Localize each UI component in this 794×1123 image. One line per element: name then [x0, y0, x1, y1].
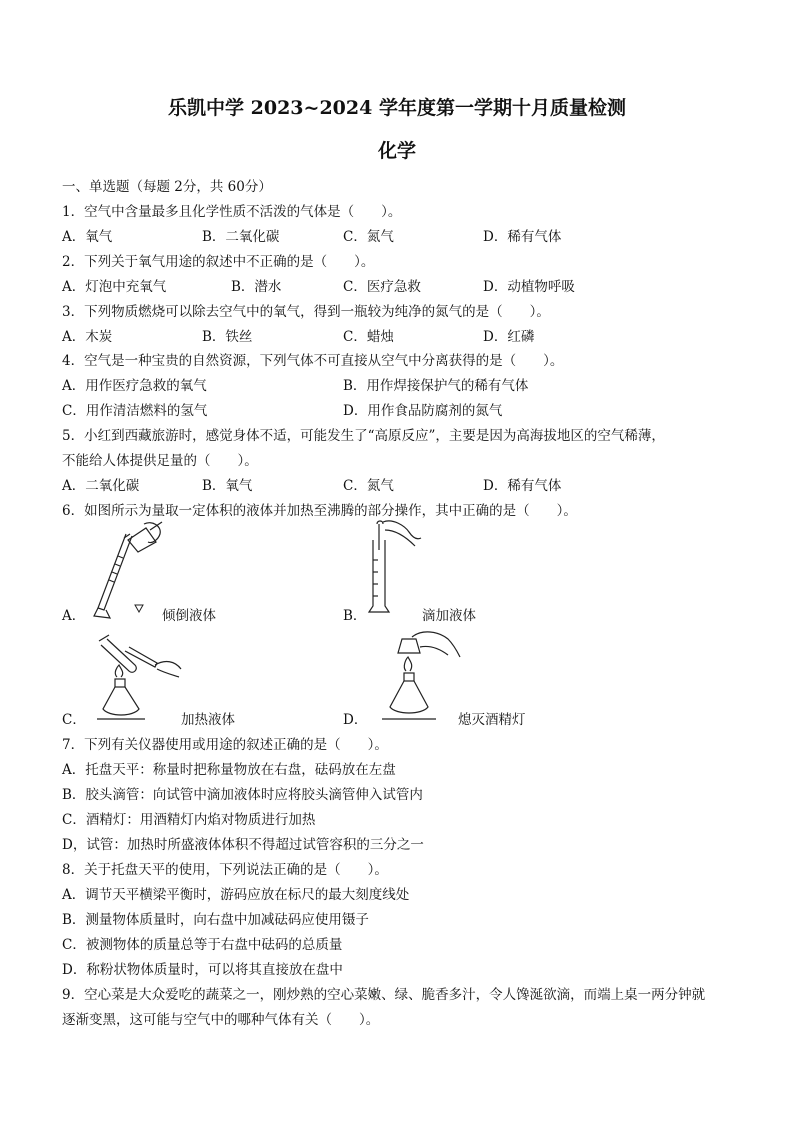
q3-option-c[interactable]: C．蜡烛	[343, 329, 394, 345]
q5-option-a[interactable]: A．二氧化碳	[62, 478, 140, 494]
question-5-stem-cont: 不能给人体提供足量的（ ）。	[62, 453, 258, 469]
q1-option-b[interactable]: B．二氧化碳	[202, 229, 280, 245]
q2-option-a[interactable]: A．灯泡中充氧气	[62, 279, 167, 295]
q4-option-a[interactable]: A．用作医疗急救的氧气	[62, 378, 207, 394]
subject-title: 化学	[377, 140, 416, 162]
question-6-stem: 6．如图所示为量取一定体积的液体并加热至沸腾的部分操作，其中正确的是（ ）。	[62, 503, 577, 519]
q6-option-d-letter[interactable]: D．	[343, 712, 368, 728]
q3-option-a[interactable]: A．木炭	[62, 329, 113, 345]
question-7-stem: 7．下列有关仪器使用或用途的叙述正确的是（ ）。	[62, 737, 388, 753]
q2-option-c[interactable]: C．医疗急救	[343, 279, 421, 295]
q4-option-c[interactable]: C．用作清洁燃料的氢气	[62, 403, 208, 419]
question-1-stem: 1．空气中含量最多且化学性质不活泼的气体是（ ）。	[62, 204, 402, 220]
q6-option-b-letter[interactable]: B．	[343, 608, 367, 624]
question-8-stem: 8．关于托盘天平的使用，下列说法正确的是（ ）。	[62, 862, 388, 878]
q6-option-a-letter[interactable]: A．	[62, 608, 86, 624]
q2-option-b[interactable]: B．潜水	[231, 279, 282, 295]
q7-option-b[interactable]: B．胶头滴管：向试管中滴加液体时应将胶头滴管伸入试管内	[62, 787, 423, 803]
q8-option-a[interactable]: A．调节天平横梁平衡时，游码应放在标尺的最大刻度线处	[62, 887, 410, 903]
q6-option-b-caption: 滴加液体	[422, 608, 476, 624]
figure-pouring-liquid	[88, 520, 168, 620]
q5-option-b[interactable]: B．氧气	[202, 478, 253, 494]
q7-option-c[interactable]: C．酒精灯：用酒精灯内焰对物质进行加热	[62, 812, 316, 828]
q6-option-a-caption: 倾倒液体	[162, 608, 216, 624]
section-heading: 一、单选题（每题 2分，共 60分）	[62, 179, 272, 195]
q3-option-d[interactable]: D．红磷	[483, 329, 535, 345]
question-5-stem: 5．小红到西藏旅游时，感觉身体不适，可能发生了“高原反应”，主要是因为高海拔地区的空气稀薄，	[62, 428, 665, 444]
question-4-stem: 4．空气是一种宝贵的自然资源，下列气体不可直接从空气中分离获得的是（ ）。	[62, 353, 564, 369]
q1-option-a[interactable]: A．氧气	[62, 229, 113, 245]
q4-option-b[interactable]: B．用作焊接保护气的稀有气体	[343, 378, 529, 394]
figure-extinguish-lamp	[368, 625, 464, 723]
q6-option-d-caption: 熄灭酒精灯	[458, 712, 526, 728]
q4-option-d[interactable]: D．用作食品防腐剂的氮气	[343, 403, 503, 419]
q6-option-c-caption: 加热液体	[181, 712, 235, 728]
q7-option-d[interactable]: D，试管：加热时所盛液体体积不得超过试管容积的三分之一	[62, 837, 424, 853]
figure-dropping-liquid	[365, 520, 425, 616]
question-2-stem: 2．下列关于氧气用途的叙述中不正确的是（ ）。	[62, 254, 375, 270]
q6-option-c-letter[interactable]: C．	[62, 712, 86, 728]
exam-title: 乐凯中学 2023~2024 学年度第一学期十月质量检测	[168, 97, 626, 119]
q1-option-d[interactable]: D．稀有气体	[483, 229, 562, 245]
stopper-icon	[134, 603, 144, 613]
q5-option-d[interactable]: D．稀有气体	[483, 478, 562, 494]
q8-option-c[interactable]: C．被测物体的质量总等于右盘中砝码的总质量	[62, 937, 343, 953]
q8-option-b[interactable]: B．测量物体质量时，向右盘中加减砝码应使用镊子	[62, 912, 369, 928]
q2-option-d[interactable]: D．动植物呼吸	[483, 279, 575, 295]
q5-option-c[interactable]: C．氮气	[343, 478, 394, 494]
q1-option-c[interactable]: C．氮气	[343, 229, 394, 245]
question-9-stem-cont: 逐渐变黑，这可能与空气中的哪种气体有关（ ）。	[62, 1012, 380, 1028]
figure-heating-liquid	[95, 625, 187, 723]
q7-option-a[interactable]: A．托盘天平：称量时把称量物放在右盘，砝码放在左盘	[62, 762, 396, 778]
question-9-stem: 9．空心菜是大众爱吃的蔬菜之一，刚炒熟的空心菜嫩、绿、脆香多汁，令人馋涎欲滴，而端上桌一两分钟就	[62, 987, 706, 1003]
question-3-stem: 3．下列物质燃烧可以除去空气中的氧气，得到一瓶较为纯净的氮气的是（ ）。	[62, 304, 550, 320]
q8-option-d[interactable]: D．称粉状物体质量时，可以将其直接放在盘中	[62, 962, 343, 978]
q3-option-b[interactable]: B．铁丝	[202, 329, 253, 345]
